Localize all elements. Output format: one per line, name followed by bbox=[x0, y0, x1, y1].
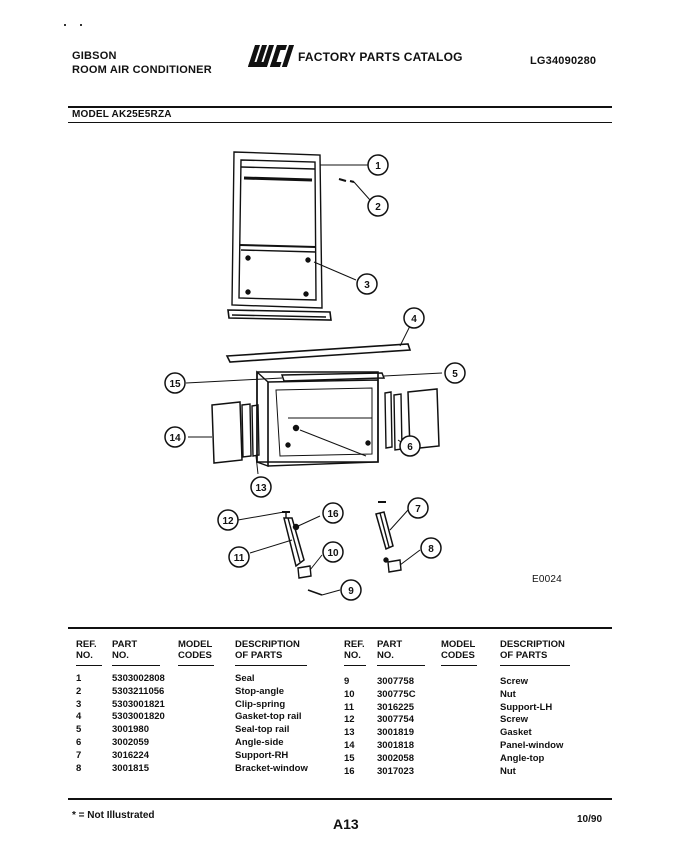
parts-table-left bbox=[76, 673, 335, 775]
model-codes-cell bbox=[178, 724, 235, 737]
part-no-cell: 3001819 bbox=[377, 727, 414, 739]
callout-6: 6 bbox=[407, 442, 413, 453]
description-cell: Gasket bbox=[500, 727, 532, 739]
part-no-cell: 3001818 bbox=[377, 739, 414, 751]
header-part-no-right: PART NO. bbox=[377, 639, 403, 661]
model-codes-cell bbox=[441, 753, 500, 766]
ref-no-cell: 3 bbox=[76, 698, 82, 710]
model-codes-cell bbox=[441, 727, 500, 740]
ref-no-cell: 5 bbox=[76, 724, 82, 736]
model-codes-cell bbox=[178, 673, 235, 686]
catalog-title: FACTORY PARTS CATALOG bbox=[298, 50, 463, 64]
table-row bbox=[344, 702, 600, 715]
callout-8: 8 bbox=[428, 544, 434, 555]
part-no-cell: 300775C bbox=[377, 688, 416, 700]
part-no-cell: 5303002808 bbox=[112, 673, 165, 684]
callout-13: 13 bbox=[255, 483, 267, 494]
revision-date: 10/90 bbox=[577, 814, 603, 825]
callout-5: 5 bbox=[452, 369, 458, 380]
part-no-cell: 3001980 bbox=[112, 724, 149, 736]
model-codes-cell bbox=[178, 763, 235, 776]
model-codes-cell bbox=[178, 737, 235, 750]
description-cell: Seal-top rail bbox=[235, 724, 290, 736]
ref-no-cell: 10 bbox=[344, 688, 355, 700]
callout-7: 7 bbox=[415, 504, 421, 515]
description-cell: Support-RH bbox=[235, 749, 289, 761]
table-top-rule bbox=[68, 627, 612, 629]
header-underline bbox=[178, 665, 214, 666]
product-name: ROOM AIR CONDITIONER bbox=[72, 64, 212, 76]
table-row bbox=[76, 686, 335, 699]
header-ref-no-right: REF. NO. bbox=[344, 639, 365, 661]
description-cell: Bracket-window bbox=[235, 762, 308, 774]
parts-table-right bbox=[344, 676, 600, 778]
ref-no-cell: 14 bbox=[344, 739, 355, 751]
callout-4: 4 bbox=[411, 314, 417, 325]
model-codes-cell bbox=[178, 699, 235, 712]
brand-name: GIBSON bbox=[72, 50, 117, 62]
model-rule bbox=[68, 122, 612, 123]
callout-12: 12 bbox=[222, 516, 234, 527]
model-codes-cell bbox=[441, 702, 500, 715]
ref-no-cell: 15 bbox=[344, 752, 355, 764]
callout-3: 3 bbox=[364, 280, 370, 291]
table-row bbox=[76, 737, 335, 750]
description-cell: Clip-spring bbox=[235, 698, 286, 710]
part-no-cell: 3017023 bbox=[377, 765, 414, 777]
model-codes-cell bbox=[441, 740, 500, 753]
model-label: MODEL AK25E5RZA bbox=[72, 109, 172, 120]
callout-16: 16 bbox=[327, 509, 339, 520]
header-underline bbox=[500, 665, 570, 666]
ref-no-cell: 7 bbox=[76, 749, 82, 761]
table-row bbox=[76, 750, 335, 763]
table-row bbox=[344, 676, 600, 689]
header-rule bbox=[68, 106, 612, 108]
part-no-cell: 3016224 bbox=[112, 749, 149, 761]
part-no-cell: 5303001820 bbox=[112, 711, 165, 723]
callout-15: 15 bbox=[169, 379, 181, 390]
table-row bbox=[76, 699, 335, 712]
description-cell: Angle-top bbox=[500, 752, 545, 764]
table-row bbox=[344, 740, 600, 753]
diagram-code: E0024 bbox=[532, 574, 562, 585]
table-row bbox=[344, 753, 600, 766]
callout-11: 11 bbox=[233, 553, 245, 564]
window-panel-frame bbox=[232, 152, 322, 308]
table-row bbox=[76, 711, 335, 724]
table-row bbox=[344, 727, 600, 740]
model-codes-cell bbox=[178, 686, 235, 699]
part-no-cell: 5303211056 bbox=[112, 685, 165, 697]
header-ref-no-left: REF. NO. bbox=[76, 639, 97, 661]
table-row bbox=[76, 724, 335, 737]
model-codes-cell bbox=[178, 711, 235, 724]
callout-2: 2 bbox=[375, 202, 381, 213]
model-codes-cell bbox=[441, 766, 500, 779]
exploded-parts-diagram bbox=[150, 140, 480, 605]
table-bottom-rule bbox=[68, 798, 612, 800]
header-underline bbox=[377, 665, 425, 666]
not-illustrated-note: * = Not Illustrated bbox=[72, 810, 155, 821]
model-codes-cell bbox=[178, 750, 235, 763]
header-underline bbox=[235, 665, 307, 666]
description-cell: Nut bbox=[500, 688, 516, 700]
ref-no-cell: 11 bbox=[344, 701, 355, 713]
part-no-cell: 5303001821 bbox=[112, 698, 165, 710]
ref-no-cell: 4 bbox=[76, 711, 82, 723]
description-cell: Screw bbox=[500, 676, 528, 687]
description-cell: Gasket-top rail bbox=[235, 711, 302, 723]
wci-logo bbox=[248, 42, 294, 70]
description-cell: Angle-side bbox=[235, 736, 284, 748]
catalog-code: LG34090280 bbox=[530, 55, 597, 67]
part-no-cell: 3002058 bbox=[377, 752, 414, 764]
description-cell: Stop-angle bbox=[235, 685, 285, 697]
callout-10: 10 bbox=[327, 548, 339, 559]
description-cell: Seal bbox=[235, 673, 255, 684]
header-part-no-left: PART NO. bbox=[112, 639, 138, 661]
description-cell: Panel-window bbox=[500, 739, 564, 751]
header-underline bbox=[344, 665, 366, 666]
header-model-codes-right: MODEL CODES bbox=[441, 639, 476, 661]
ref-no-cell: 13 bbox=[344, 727, 355, 739]
ref-no-cell: 6 bbox=[76, 736, 82, 748]
part-no-cell: 3016225 bbox=[377, 701, 414, 713]
ref-no-cell: 8 bbox=[76, 762, 82, 774]
part-no-cell: 3007758 bbox=[377, 676, 414, 687]
table-row bbox=[344, 766, 600, 779]
header-underline bbox=[112, 665, 160, 666]
table-row bbox=[76, 763, 335, 776]
description-cell: Nut bbox=[500, 765, 516, 777]
header-underline bbox=[441, 665, 477, 666]
callout-1: 1 bbox=[375, 161, 381, 172]
part-no-cell: 3001815 bbox=[112, 762, 149, 774]
table-row bbox=[344, 689, 600, 702]
page-number: A13 bbox=[333, 816, 359, 832]
table-row bbox=[76, 673, 335, 686]
model-codes-cell bbox=[441, 676, 500, 689]
ref-no-cell: 16 bbox=[344, 765, 355, 777]
header-description-right: DESCRIPTION OF PARTS bbox=[500, 639, 565, 661]
header-model-codes-left: MODEL CODES bbox=[178, 639, 213, 661]
model-codes-cell bbox=[441, 714, 500, 727]
ref-no-cell: 12 bbox=[344, 714, 355, 726]
part-no-cell: 3007754 bbox=[377, 714, 414, 726]
ref-no-cell: 1 bbox=[76, 673, 82, 684]
model-codes-cell bbox=[441, 689, 500, 702]
callout-14: 14 bbox=[169, 433, 181, 444]
header-underline bbox=[76, 665, 102, 666]
ref-no-cell: 2 bbox=[76, 685, 82, 697]
description-cell: Support-LH bbox=[500, 701, 553, 713]
callout-9: 9 bbox=[348, 586, 354, 597]
header-description-left: DESCRIPTION OF PARTS bbox=[235, 639, 300, 661]
part-no-cell: 3002059 bbox=[112, 736, 149, 748]
scan-speck bbox=[80, 24, 82, 26]
scan-speck bbox=[64, 24, 66, 26]
description-cell: Screw bbox=[500, 714, 528, 726]
ref-no-cell: 9 bbox=[344, 676, 350, 687]
table-row bbox=[344, 714, 600, 727]
